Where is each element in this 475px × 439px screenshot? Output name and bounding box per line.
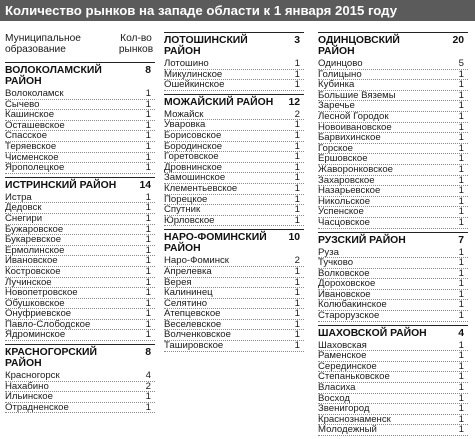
municipality-name: Кашинское [5,109,55,121]
market-count: 1 [145,151,151,163]
market-count: 1 [458,132,464,144]
municipality-name: Кубинка [318,79,355,91]
municipality-name: Одинцово [318,58,363,69]
district-section [164,94,304,227]
market-count: 1 [458,257,464,269]
district-count: 12 [288,96,300,108]
market-count: 1 [294,79,300,91]
municipality-name: Успенское [318,206,364,218]
municipality-name: Волковское [318,267,370,279]
district-name: НАРО-ФОМИНСКИЙ РАЙОН [164,232,267,255]
market-count: 1 [145,244,151,256]
municipality-name: Апрелевка [164,265,212,277]
table-row [318,311,468,322]
municipality-name: Сычево [5,98,40,110]
district-count: 4 [458,327,464,339]
municipality-name: Часцовское [318,216,371,228]
market-count: 1 [458,163,464,175]
market-count: 1 [294,172,300,184]
district-name: ВОЛОКОЛАМСКИЙ РАЙОН [5,65,102,87]
municipality-name: Истра [5,191,32,203]
municipality-name: Жаворонковское [318,163,393,175]
table-header [5,32,155,62]
market-count: 1 [458,246,464,258]
table-row [5,403,155,414]
municipality-name: Серединское [318,360,377,372]
municipality-name: Замошинское [164,172,226,184]
market-count: 1 [145,162,151,174]
market-count: 1 [145,119,151,131]
municipality-name: Онуфриевское [5,308,72,320]
district-section [318,32,468,229]
page-title: Количество рынков на западе области к 1 января 2015 году [0,0,475,21]
market-count: 1 [294,214,300,226]
municipality-name: Атепцевское [164,308,221,320]
municipality-name: Ермолинское [5,244,65,256]
municipality-name: Бужаровское [5,223,64,235]
municipality-name: Бородинское [164,140,223,152]
table-row [5,163,155,174]
market-count: 1 [294,204,300,216]
market-count: 1 [458,100,464,112]
district-section [164,32,304,91]
market-count: 1 [294,129,300,141]
market-count: 1 [458,216,464,228]
market-count: 1 [145,98,151,110]
municipality-name: Ильинское [5,391,53,403]
table-row [164,80,304,91]
market-count: 1 [458,360,464,372]
market-count: 1 [458,371,464,383]
market-count: 1 [145,88,151,99]
municipality-name: Ошейкинское [164,79,225,91]
market-count: 2 [294,255,300,267]
market-count: 1 [458,89,464,101]
municipality-name: Павло-Слободское [5,318,91,330]
district-name: МОЖАЙСКИЙ РАЙОН [164,96,274,108]
municipality-name: Раменское [318,350,367,362]
municipality-name: Ивановское [5,255,58,267]
table-row [164,184,304,195]
table-row [318,165,468,176]
market-count: 1 [458,310,464,322]
market-count: 1 [458,350,464,362]
municipality-name: Руза [318,246,339,258]
municipality-name: Микулинское [164,68,223,80]
market-count: 1 [458,79,464,91]
market-count: 1 [458,403,464,415]
municipality-name: Костровское [5,265,61,277]
municipality-name: Дровнинское [164,161,222,173]
market-count: 1 [458,339,464,351]
district-header [318,325,468,339]
market-count: 1 [145,255,151,267]
municipality-name: Клементьевское [164,182,238,194]
table-row [318,425,468,436]
municipality-name: Отрадненское [5,401,69,413]
municipality-name: Колюбакинское [318,299,387,311]
market-count: 1 [458,288,464,300]
table-column-3 [318,32,468,439]
market-count: 1 [294,318,300,330]
market-count: 2 [294,108,300,120]
table-row [318,218,468,229]
market-count: 1 [458,267,464,279]
district-count: 14 [139,179,151,191]
market-count: 1 [458,121,464,133]
market-count: 1 [294,297,300,309]
municipality-name: Волоколамск [5,88,64,99]
district-name: ОДИНЦОВСКИЙ РАЙОН [318,35,400,57]
municipality-name: Теряевское [5,140,57,152]
market-count: 1 [145,401,151,413]
district-section [318,325,468,436]
market-count: 1 [294,58,300,69]
district-count: 7 [458,234,464,246]
table-row [164,341,304,352]
market-count: 1 [145,191,151,203]
market-count: 1 [294,340,300,352]
municipality-name: Веселевское [164,318,222,330]
header-count: Кол-во рынков [118,33,154,55]
market-count: 1 [294,182,300,194]
table-column-2 [164,32,304,355]
municipality-name: Букаревское [5,234,62,246]
municipality-name: Спутник [164,204,201,216]
municipality-name: Лучинское [5,276,52,288]
municipality-name: Селятино [164,297,208,309]
market-count: 1 [458,299,464,311]
table-row [318,112,468,123]
market-count: 1 [458,382,464,394]
district-section [164,229,304,351]
municipality-name: Осташевское [5,119,65,131]
market-count: 5 [458,58,464,69]
market-count: 1 [145,234,151,246]
district-section [318,232,468,322]
market-count: 4 [145,370,151,382]
district-header [5,177,155,191]
municipality-name: Лесной Городок [318,110,389,122]
municipality-name: Восход [318,392,350,404]
district-section [5,62,155,174]
market-count: 1 [294,276,300,288]
district-header [5,344,155,369]
market-count: 1 [458,278,464,290]
market-count: 1 [145,391,151,403]
municipality-name: Уваровка [164,119,206,131]
municipality-name: Старорузское [318,310,380,322]
district-header [164,229,304,254]
market-count: 1 [458,174,464,186]
municipality-name: Ядроминское [5,329,66,341]
municipality-name: Красногорск [5,370,60,382]
municipality-name: Снегири [5,212,43,224]
market-count: 1 [145,109,151,121]
market-count: 1 [458,424,464,436]
market-count: 1 [294,329,300,341]
district-header [164,94,304,108]
municipality-name: Верея [164,276,192,288]
table-row [318,59,468,70]
municipality-name: Власиха [318,382,356,394]
table-row [164,216,304,227]
market-count: 1 [145,329,151,341]
market-count: 1 [145,202,151,214]
market-count: 1 [145,287,151,299]
market-count: 1 [145,318,151,330]
header-municipality: Муниципальное образование [5,33,81,55]
table-row [5,89,155,100]
table-row [5,267,155,278]
market-count: 1 [458,185,464,197]
municipality-name: Наро-Фоминск [164,255,230,267]
municipality-name: Голицыно [318,68,362,80]
district-section [5,344,155,413]
market-count: 1 [458,110,464,122]
municipality-name: Звенигород [318,403,370,415]
district-count: 3 [294,35,300,46]
market-count: 1 [145,212,151,224]
district-name: КРАСНОГОРСКИЙ РАЙОН [5,347,97,370]
district-name: РУЗСКИЙ РАЙОН [318,234,406,246]
municipality-name: Спасское [5,130,48,142]
municipality-name: Горское [318,142,353,154]
municipality-name: Борисовское [164,129,222,141]
municipality-name: Захаровское [318,174,375,186]
municipality-name: Барвихинское [318,132,381,144]
table-row [5,330,155,341]
district-section [5,177,155,341]
municipality-name: Калининец [164,287,213,299]
municipality-name: Тучково [318,257,354,269]
municipality-name: Можайск [164,108,204,120]
district-name: ЛОТОШИНСКИЙ РАЙОН [164,35,248,57]
table-column-1 [5,32,155,416]
market-count: 1 [458,68,464,80]
district-count: 10 [288,232,300,244]
municipality-name: Юрловское [164,214,215,226]
municipality-name: Новопетровское [5,287,78,299]
table-row [164,59,304,70]
market-count: 1 [145,223,151,235]
market-count: 1 [458,195,464,207]
market-count: 1 [294,287,300,299]
market-count: 1 [145,276,151,288]
market-count: 1 [458,142,464,154]
table-row [5,214,155,225]
market-count: 1 [458,413,464,425]
market-count: 1 [458,392,464,404]
market-count: 1 [145,130,151,142]
market-count: 1 [294,161,300,173]
district-header [318,32,468,57]
district-header [318,232,468,246]
table-row [164,131,304,142]
market-count: 1 [294,68,300,80]
market-count: 2 [145,380,151,392]
table-row [5,142,155,153]
market-count: 1 [294,151,300,163]
municipality-name: Порецкое [164,193,208,205]
municipality-name: Ершовское [318,153,368,165]
municipality-name: Ярополецкое [5,162,65,174]
municipality-name: Нахабино [5,380,49,392]
market-count: 1 [145,308,151,320]
market-count: 1 [294,193,300,205]
municipality-name: Обушковское [5,297,65,309]
municipality-name: Новоивановское [318,121,392,133]
municipality-name: Краснознаменск [318,413,391,425]
municipality-name: Молодежный [318,424,377,436]
municipality-name: Лотошино [164,58,209,69]
district-header [164,32,304,57]
table-row [164,267,304,278]
market-count: 1 [145,265,151,277]
municipality-name: Дороховское [318,278,376,290]
market-count: 1 [294,140,300,152]
market-count: 1 [458,153,464,165]
district-count: 20 [452,35,464,46]
municipality-name: Степаньковское [318,371,390,383]
market-count: 1 [294,265,300,277]
municipality-name: Волченковское [164,329,231,341]
municipality-name: Дедовск [5,202,42,214]
market-count: 1 [458,206,464,218]
district-count: 8 [145,347,151,359]
municipality-name: Чисменское [5,151,59,163]
municipality-name: Заречье [318,100,355,112]
market-count: 1 [145,140,151,152]
municipality-name: Горетовское [164,151,219,163]
municipality-name: Ивановское [318,288,371,300]
district-header [5,62,155,87]
municipality-name: Большие Вяземы [318,89,396,101]
municipality-name: Никольское [318,195,371,207]
municipality-name: Ташировское [164,340,224,352]
municipality-name: Назарьевское [318,185,381,197]
market-count: 1 [145,297,151,309]
district-name: ИСТРИНСКИЙ РАЙОН [5,179,117,191]
market-count: 1 [294,119,300,131]
district-name: ШАХОВСКОЙ РАЙОН [318,327,427,339]
municipality-name: Шаховская [318,339,367,351]
market-count: 1 [294,308,300,320]
district-count: 8 [145,65,151,76]
